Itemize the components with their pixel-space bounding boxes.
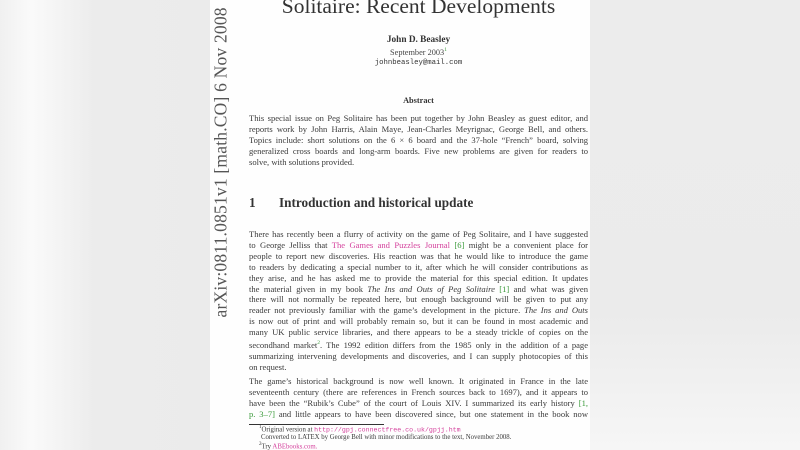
viewer-background-left xyxy=(0,0,210,450)
footnote-mark-1[interactable]: 1 xyxy=(444,47,447,53)
text-span: have been the “Rubik’s Cube” of the court of Louis XIV. I summarized its early history xyxy=(249,397,579,408)
abstract-heading: Abstract xyxy=(403,96,434,105)
abstract-line: generalized cross boards and long-arm boards. Five new problems are given for readers to xyxy=(249,145,588,156)
abstract-line: This special issue on Peg Solitaire has been put together by John Beasley as guest editor, and xyxy=(249,113,588,123)
text-line: there will not normally be repeated here, but enough background will be given to put any xyxy=(249,294,588,305)
citation-link[interactable]: p. 3–7] xyxy=(249,408,275,419)
citation-link[interactable]: [1] xyxy=(499,283,510,294)
journal-link[interactable]: The Games and Puzzles Journal xyxy=(331,239,450,250)
abstract-body xyxy=(249,113,588,168)
footnote-number: 2 xyxy=(259,442,262,447)
text-line: summarizing intervening developments and discoveries, and I can supply photocopies of this xyxy=(249,350,588,361)
footnote-1-line-2: Converted to LATEX by George Bell with minor modifications to the text, November 2008. xyxy=(261,434,512,441)
author-email: johnbeasley@mail.com xyxy=(374,59,463,67)
footnote-url-link[interactable]: http://gpj.connectfree.co.uk/gpjj.htm xyxy=(314,426,461,434)
text-line xyxy=(249,240,588,251)
footnote-text: Try xyxy=(261,443,273,450)
book-title: The Ins and Outs of Peg Solitaire xyxy=(367,283,495,294)
abebooks-link[interactable]: ABEbooks.com. xyxy=(272,443,318,450)
text-span: reader not previously familiar with the game’s development in the picture. xyxy=(249,305,525,316)
text-span: and little appears to have been discovered since, but one statement in the book now xyxy=(274,408,588,419)
section-number: 1 xyxy=(249,195,256,210)
paper-title: Solitaire: Recent Developments xyxy=(281,0,556,18)
text-line xyxy=(249,409,588,420)
intro-paragraph-2 xyxy=(249,376,588,420)
text-line xyxy=(249,398,588,409)
footnote-1 xyxy=(259,425,461,433)
text-line: seventeenth century (there are references in French sources back to 1697), and it appears to xyxy=(249,386,588,397)
section-heading xyxy=(249,195,473,211)
author-name: John D. Beasley xyxy=(386,35,451,45)
intro-paragraph-1 xyxy=(249,229,588,373)
footnote-text: Original version at xyxy=(261,426,315,434)
citation-link[interactable]: [6] xyxy=(454,239,465,250)
footnote-mark-2[interactable]: 2 xyxy=(317,340,320,347)
text-span: secondhand market xyxy=(249,339,318,350)
text-line: on request. xyxy=(249,361,287,372)
text-line xyxy=(249,338,588,351)
abstract-line: reports work by John Harris, Alain Maye, Jean-Charles Meyrignac, George Bell, and others. xyxy=(249,123,588,134)
footnote-number: 1 xyxy=(259,425,262,430)
text-line: The game’s historical background is now well known. It originated in France in the late xyxy=(249,376,588,386)
text-line: to readers by dedicating a special number to it, after which he will consider contributions as xyxy=(249,261,588,272)
text-line xyxy=(249,284,588,295)
date-text: September 2003 xyxy=(390,47,445,57)
text-line xyxy=(249,305,588,316)
text-span: and what was given xyxy=(509,283,588,294)
paper-date xyxy=(249,47,588,57)
text-span: . The 1992 edition differs from the 1985 only in the addition of a page xyxy=(320,339,588,350)
text-line: is now out of print and will probably remain so, but it can be found in most academic and xyxy=(249,316,588,327)
footnote-2 xyxy=(259,442,317,450)
abstract-line: Topics include: short solutions on the 6 × 6 board and the 37-hole “French” board, solving xyxy=(249,134,588,145)
text-span: the material given in my book xyxy=(249,283,368,294)
text-line: many UK public service libraries, and there appears to be a steady trickle of copies on the xyxy=(249,327,588,338)
citation-link[interactable]: [1, xyxy=(578,397,588,408)
viewer-background-right xyxy=(590,0,800,450)
section-title: Introduction and historical update xyxy=(279,195,474,210)
text-span: to George Jelliss that xyxy=(249,239,332,250)
text-line: There has recently been a flurry of activity on the game of Peg Solitaire, and I have suggested xyxy=(249,229,588,239)
text-span: might be a convenient place for xyxy=(464,239,588,250)
text-line: they arise, and he has asked me to provide the material for this special edition. It updates xyxy=(249,272,588,283)
arxiv-stamp-text: arXiv:0811.0851v1 [math.CO] 6 Nov 2008 xyxy=(210,7,231,318)
book-title: The Ins and Outs xyxy=(524,305,588,316)
text-line: people to report new discoveries. His reaction was that he would like to introduce the game xyxy=(249,250,588,261)
abstract-line: solve, with solutions provided. xyxy=(249,156,355,167)
